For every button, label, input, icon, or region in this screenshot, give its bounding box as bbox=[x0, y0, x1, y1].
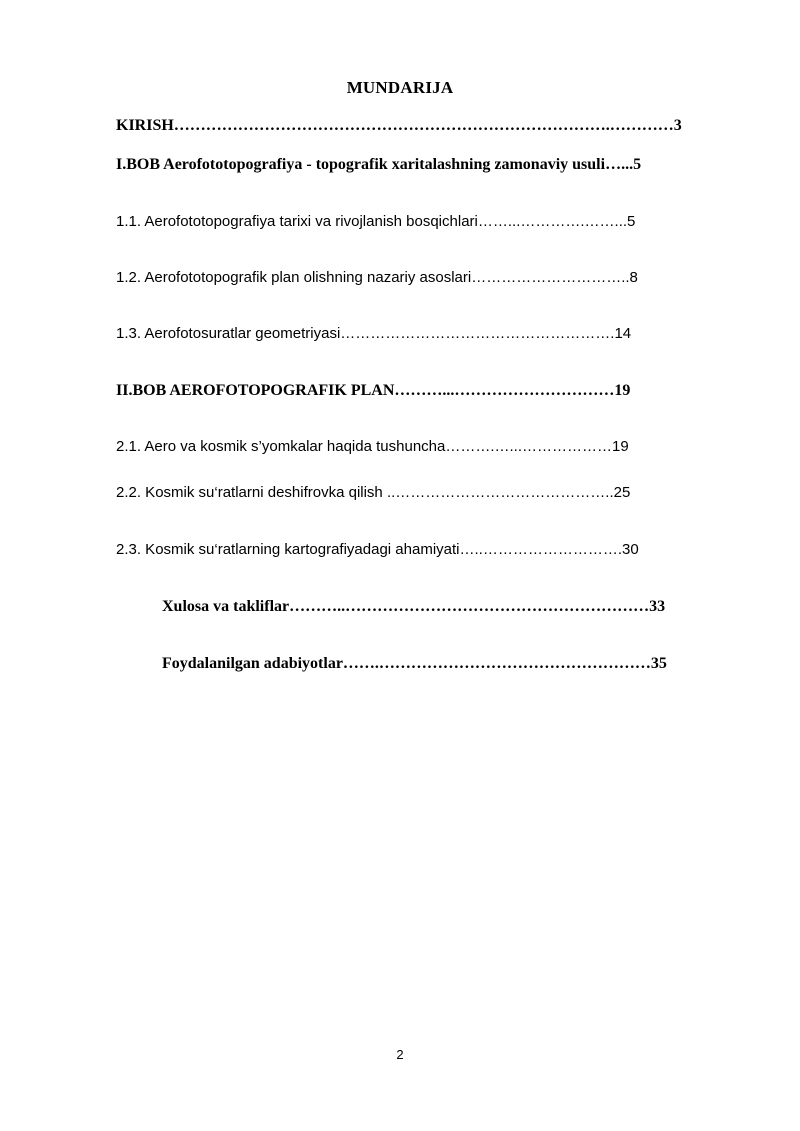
toc-entry-chapter-2: II.BOB AEROFOTOPOGRAFIK PLAN………...…………………………19 bbox=[116, 382, 631, 399]
toc-entry-1-2: 1.2. Aerofototopografik plan olishning nazariy asoslari…………………………..8 bbox=[116, 269, 638, 286]
toc-entry-kirish: KIRISH……………………………………………………………………….…………3 bbox=[116, 117, 682, 134]
toc-entry-1-1: 1.1. Aerofototopografiya tarixi va rivojlanish bosqichlari……...………….……...5 bbox=[116, 213, 636, 230]
toc-entry-references: Foydalanilgan adabiyotlar…….……………………………………………35 bbox=[162, 655, 667, 672]
toc-entry-conclusion: Xulosa va takliflar………..…………………………………………………33 bbox=[162, 598, 666, 615]
toc-entry-2-2: 2.2. Kosmik su‘ratlarni deshifrovka qilish ..……………………………………..25 bbox=[116, 484, 631, 501]
toc-entry-2-3: 2.3. Kosmik su‘ratlarning kartografiyadagi ahamiyati…..……………………….30 bbox=[116, 541, 639, 558]
toc-entry-1-3: 1.3. Aerofotosuratlar geometriyasi……………………………………………….14 bbox=[116, 325, 632, 342]
toc-entry-chapter-1: I.BOB Aerofototopografiya - topografik xaritalashning zamonaviy usuli…...5 bbox=[116, 156, 642, 173]
toc-title: MUNDARIJA bbox=[346, 78, 454, 97]
page-number: 2 bbox=[396, 1047, 404, 1062]
toc-entry-2-1: 2.1. Aero va kosmik s’yomkalar haqida tushuncha……….…...………………19 bbox=[116, 438, 629, 455]
